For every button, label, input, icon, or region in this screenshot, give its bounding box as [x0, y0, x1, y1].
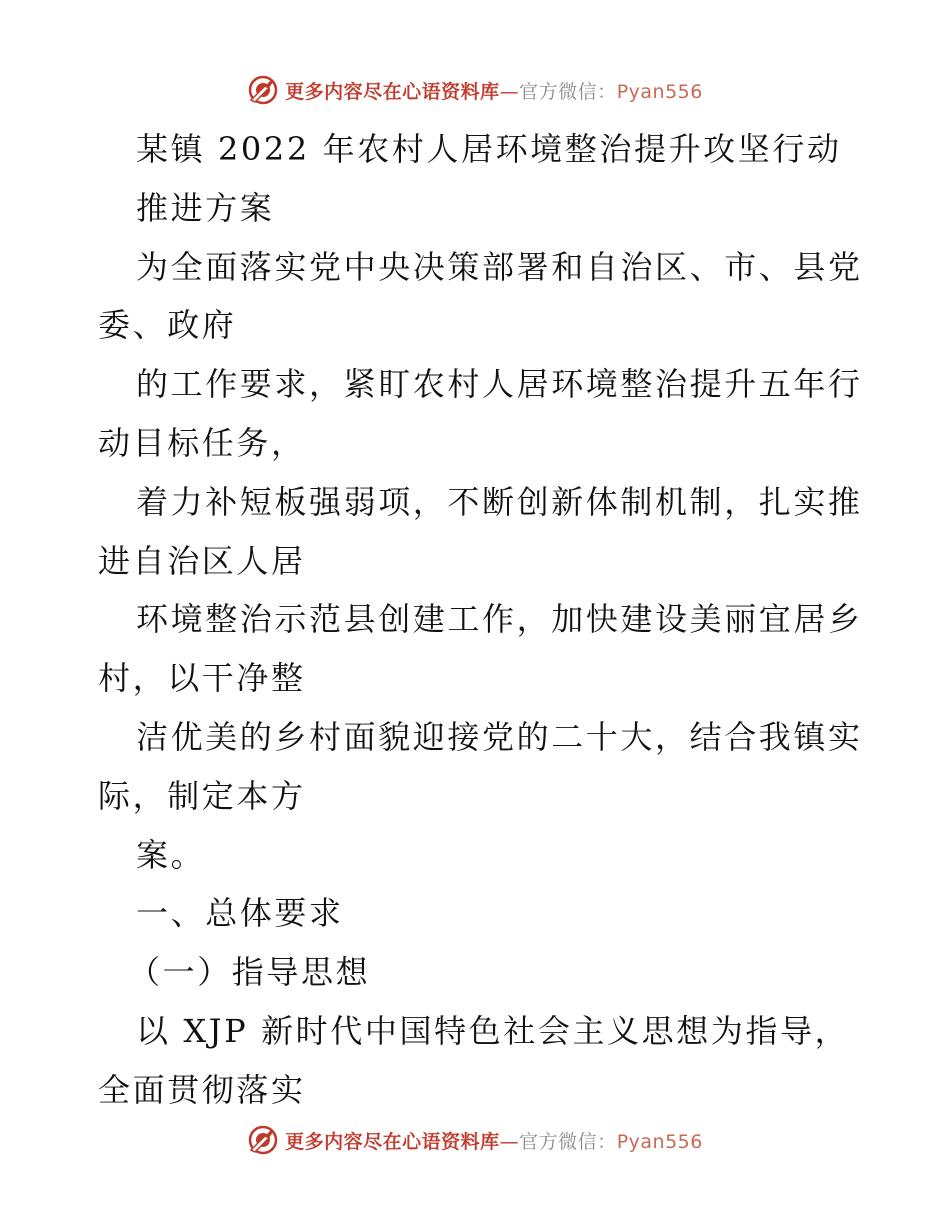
paragraph-line: 全面贯彻落实	[98, 1070, 306, 1109]
footer-banner	[0, 1120, 950, 1160]
paragraph-line: 委、政府	[98, 306, 237, 345]
banner-text: 更多内容尽在心语资料库—官方微信：Pyan556	[285, 1130, 703, 1153]
doc-title-line-2: 推进方案	[136, 188, 275, 227]
logo-icon	[247, 74, 279, 106]
banner-text: 更多内容尽在心语资料库—官方微信：Pyan556	[285, 80, 703, 103]
paragraph-line: 环境整治示范县创建工作，加快建设美丽宜居乡	[136, 600, 863, 639]
subsection-heading: （一）指导思想	[128, 953, 371, 992]
document-body	[98, 120, 863, 1120]
paragraph-line: 村，以干净整	[98, 659, 306, 698]
paragraph-line: 动目标任务，	[98, 423, 306, 462]
paragraph-line: 以 XJP 新时代中国特色社会主义思想为指导，	[136, 1011, 850, 1050]
section-heading: 一、总体要求	[136, 894, 344, 933]
paragraph-line: 际，制定本方	[98, 776, 306, 815]
paragraph-line: 洁优美的乡村面貌迎接党的二十大，结合我镇实	[136, 717, 863, 756]
paragraph-line: 着力补短板强弱项，不断创新体制机制，扎实推	[136, 482, 863, 521]
paragraph-line: 案。	[136, 835, 206, 874]
paragraph-line: 为全面落实党中央决策部署和自治区、市、县党	[136, 247, 863, 286]
header-banner	[0, 70, 950, 110]
paragraph-line: 的工作要求，紧盯农村人居环境整治提升五年行	[136, 365, 863, 404]
doc-title-line-1: 某镇 2022 年农村人居环境整治提升攻坚行动	[136, 130, 842, 168]
paragraph-line: 进自治区人居	[98, 541, 306, 580]
logo-icon	[247, 1124, 279, 1156]
